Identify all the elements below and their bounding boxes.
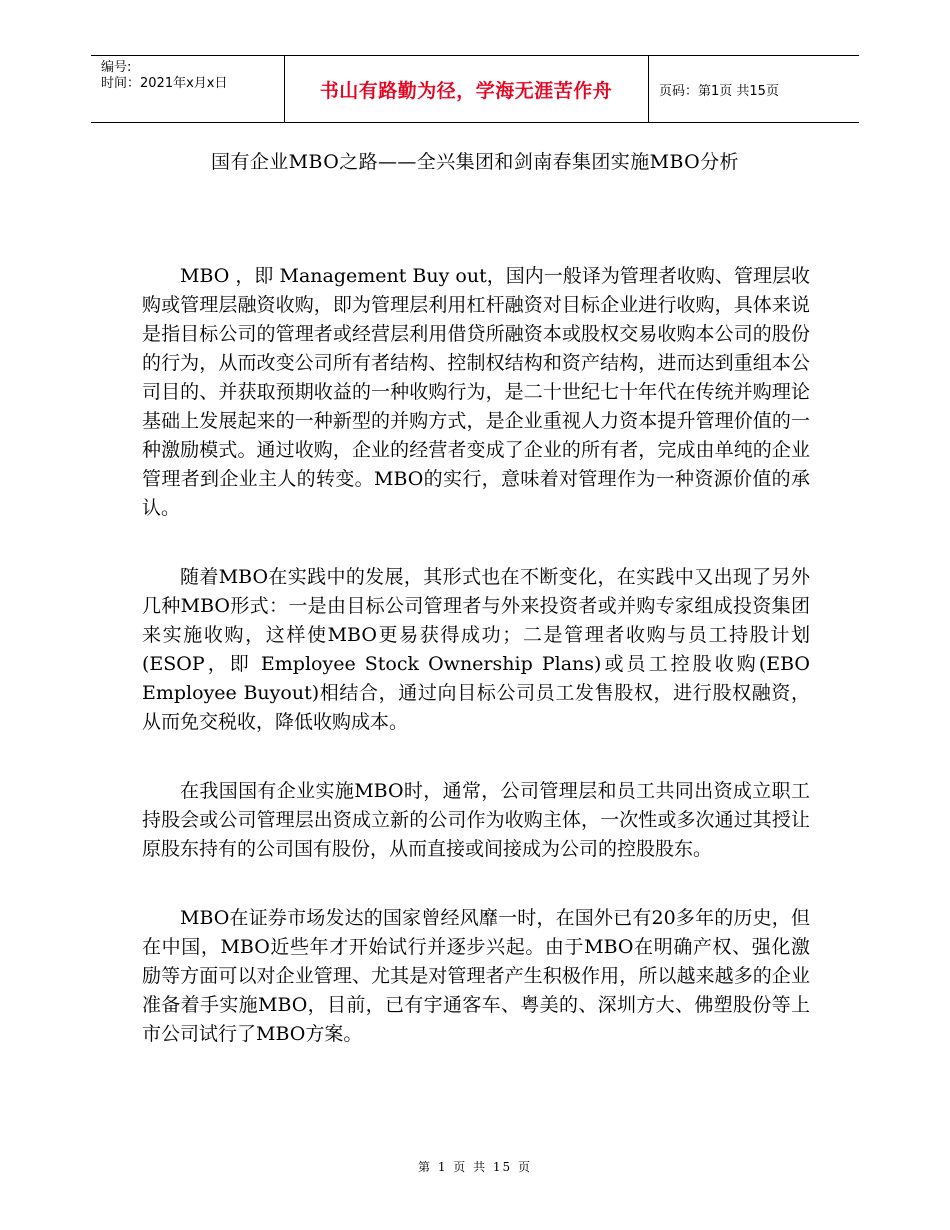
header-meta — [101, 60, 227, 92]
page-footer: 第 1 页 共 15 页 — [418, 1160, 532, 1174]
document-body — [142, 262, 810, 1089]
page-header — [91, 55, 859, 123]
header-motto: 书山有路勤为径，学海无涯苦作舟 — [319, 79, 613, 102]
document-title: 国有企业MBO之路——全兴集团和剑南春集团实施MBO分析 — [211, 151, 739, 173]
paragraph: MBO在证券市场发达的国家曾经风靡一时，在国外已有20多年的历史，但在中国，MBO近些年才开始试行并逐步兴起。由于MBO在明确产权、强化激励等方面可以对企业管理、尤其是对管理者产生积极作用，所以越来越多的企业准备着手实施MBO，目前，已有宇通客车、粤美的、深圳方大、佛塑股份等上市公司试行了MBO方案。 — [142, 907, 810, 1045]
paragraph: 随着MBO在实践中的发展，其形式也在不断变化，在实践中又出现了另外几种MBO形式：一是由目标公司管理者与外来投资者或并购专家组成投资集团来实施收购，这样使MBO更易获得成功；二是管理者收购与员工持股计划(ESOP，即 Employee Stock Ownership Plans)或员工控股收购(EBO Employee Buyout)相结合，通过向目标公司员工发售股权，进行股权融资，从而免交税收，降低收购成本。 — [142, 566, 810, 733]
header-page-info: 页码：第1页 共15页 — [659, 83, 779, 99]
paragraph: MBO ，即 Management Buy out，国内一般译为管理者收购、管理层收购或管理层融资收购，即为管理层利用杠杆融资对目标企业进行收购，具体来说是指目标公司的管理者或经营层利用借贷所融资本或股权交易收购本公司的股份的行为，从而改变公司所有者结构、控制权结构和资产结构，进而达到重组本公司目的、并获取预期收益的一种收购行为，是二十世纪七十年代在传统并购理论基础上发展起来的一种新型的并购方式，是企业重视人力资本提升管理价值的一种激励模式。通过收购，企业的经营者变成了企业的所有者，完成由单纯的企业管理者到企业主人的转变。MBO的实行，意味着对管理作为一种资源价值的承认。 — [142, 265, 810, 519]
paragraph: 在我国国有企业实施MBO时，通常，公司管理层和员工共同出资成立职工持股会或公司管理层出资成立新的公司作为收购主体，一次性或多次通过其授让原股东持有的公司国有股份，从而直接或间接成为公司的控股股东。 — [142, 780, 810, 860]
document-time-label: 时间：2021年x月x日 — [101, 76, 228, 91]
document-number-label: 编号: — [101, 60, 132, 75]
header-divider — [648, 56, 649, 122]
